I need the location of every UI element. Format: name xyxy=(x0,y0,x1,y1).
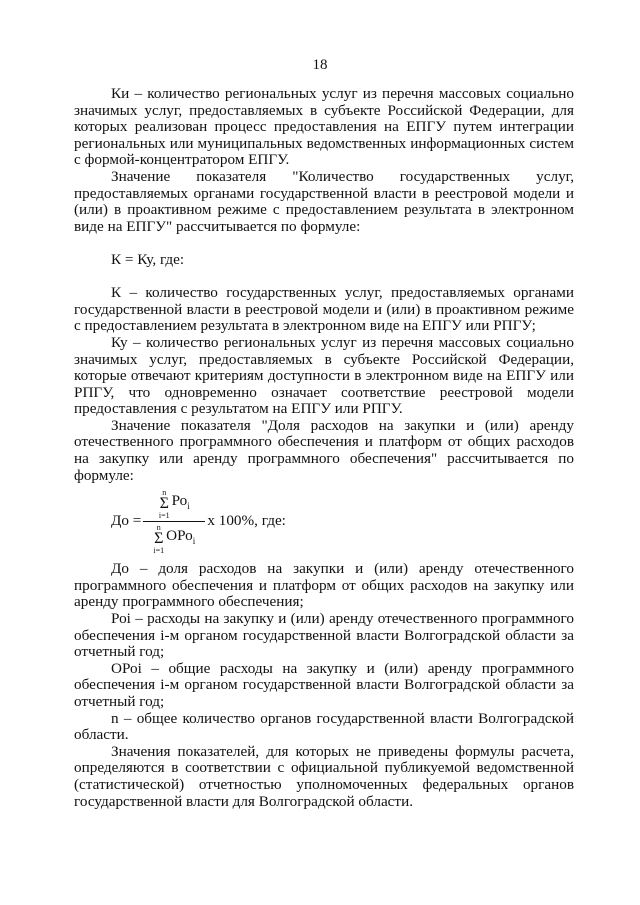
paragraph-n-definition: n – общее количество органов государственной власти Волгоградской области. xyxy=(74,709,574,744)
page-number: 18 xyxy=(312,57,328,73)
spacer xyxy=(74,235,574,252)
paragraph-do-indicator-intro: Значение показателя "Доля расходов на закупки и (или) аренду отечественного программного обеспечения и платформ от общих расходов на закупку или аренду программного обеспечения" рассчитывается по формуле: xyxy=(74,416,574,484)
sum-upper-limit: n xyxy=(162,488,167,498)
sum-operator xyxy=(159,488,170,520)
paragraph-opoi-definition: ОРоi – общие расходы на закупку и (или) аренду программного обеспечения i-м органом государственной власти Волгоградской области за отчетный год; xyxy=(74,659,574,710)
paragraph-do-definition: До – доля расходов на закупки и (или) аренду отечественного программного обеспечения и платформ от общих расходов на закупку или аренду программного обеспечения; xyxy=(74,560,574,611)
numerator-term: $Ро_i$ xyxy=(171,492,190,512)
paragraph-k-indicator-intro: Значение показателя "Количество государственных услуг, предоставляемых органами государственной власти в реестровой модели и (или) в проактивном режиме с предоставлением результата в электронном виде на ЕПГУ" рассчитывается по формуле: xyxy=(74,167,574,235)
sum-lower-limit: i=1 xyxy=(158,511,170,521)
paragraph-ki-definition: Ки – количество региональных услуг из перечня массовых социально значимых услуг, предоставляемых в субъекте Российской Федерации, для которых реализован процесс предоставления на ЕПГУ путем интеграции региональных или муниципальных ведомственных информационных систем с формой-концентратором ЕПГУ. xyxy=(74,85,574,169)
sum-lower-limit: i=1 xyxy=(153,546,165,556)
spacer xyxy=(74,269,574,286)
formula-k: К = Ку, где: xyxy=(111,250,185,268)
fraction-denominator xyxy=(153,523,195,555)
paragraph-poi-definition: Роi – расходы на закупку и (или) аренду отечественного программного обеспечения i-м органом государственной власти Волгоградской области за отчетный год; xyxy=(74,610,574,661)
sum-upper-limit: n xyxy=(156,523,161,533)
paragraph-ku-definition: Ку – количество региональных услуг из перечня массовых социально значимых услуг, предоставляемых в субъекте Российской Федерации, которые отвечают критериям доступности в электронном виде на ЕПГУ или РПГУ, что одновременно означает соответствие реестровой модели предоставления с результатом на ЕПГУ или РПГУ. xyxy=(74,333,574,418)
formula-do xyxy=(74,488,574,555)
paragraph-k-definition: К – количество государственных услуг, предоставляемых органами государственной власти в реестровой модели и (или) в проактивном режиме с предоставлением результата в электронном виде на ЕПГУ или РПГУ; xyxy=(74,284,574,335)
formula-do-fraction xyxy=(143,488,205,555)
sigma-symbol: Σ xyxy=(154,530,164,548)
sum-operator xyxy=(153,523,164,555)
sigma-symbol: Σ xyxy=(159,495,169,513)
fraction-numerator xyxy=(159,488,190,520)
paragraph-other-indicators: Значения показателей, для которых не приведены формулы расчета, определяются в соответствии с официальной публикуемой ведомственной (статистической) отчетностью уполномоченных федеральных органов государственной власти для Волгоградской области. xyxy=(74,742,574,810)
document-body xyxy=(74,86,574,810)
fraction-bar xyxy=(143,521,205,522)
formula-do-lhs: До = xyxy=(111,512,142,530)
formula-do-rhs: х 100%, где: xyxy=(207,512,286,530)
denominator-term: ОРо$_i$ xyxy=(166,527,196,547)
